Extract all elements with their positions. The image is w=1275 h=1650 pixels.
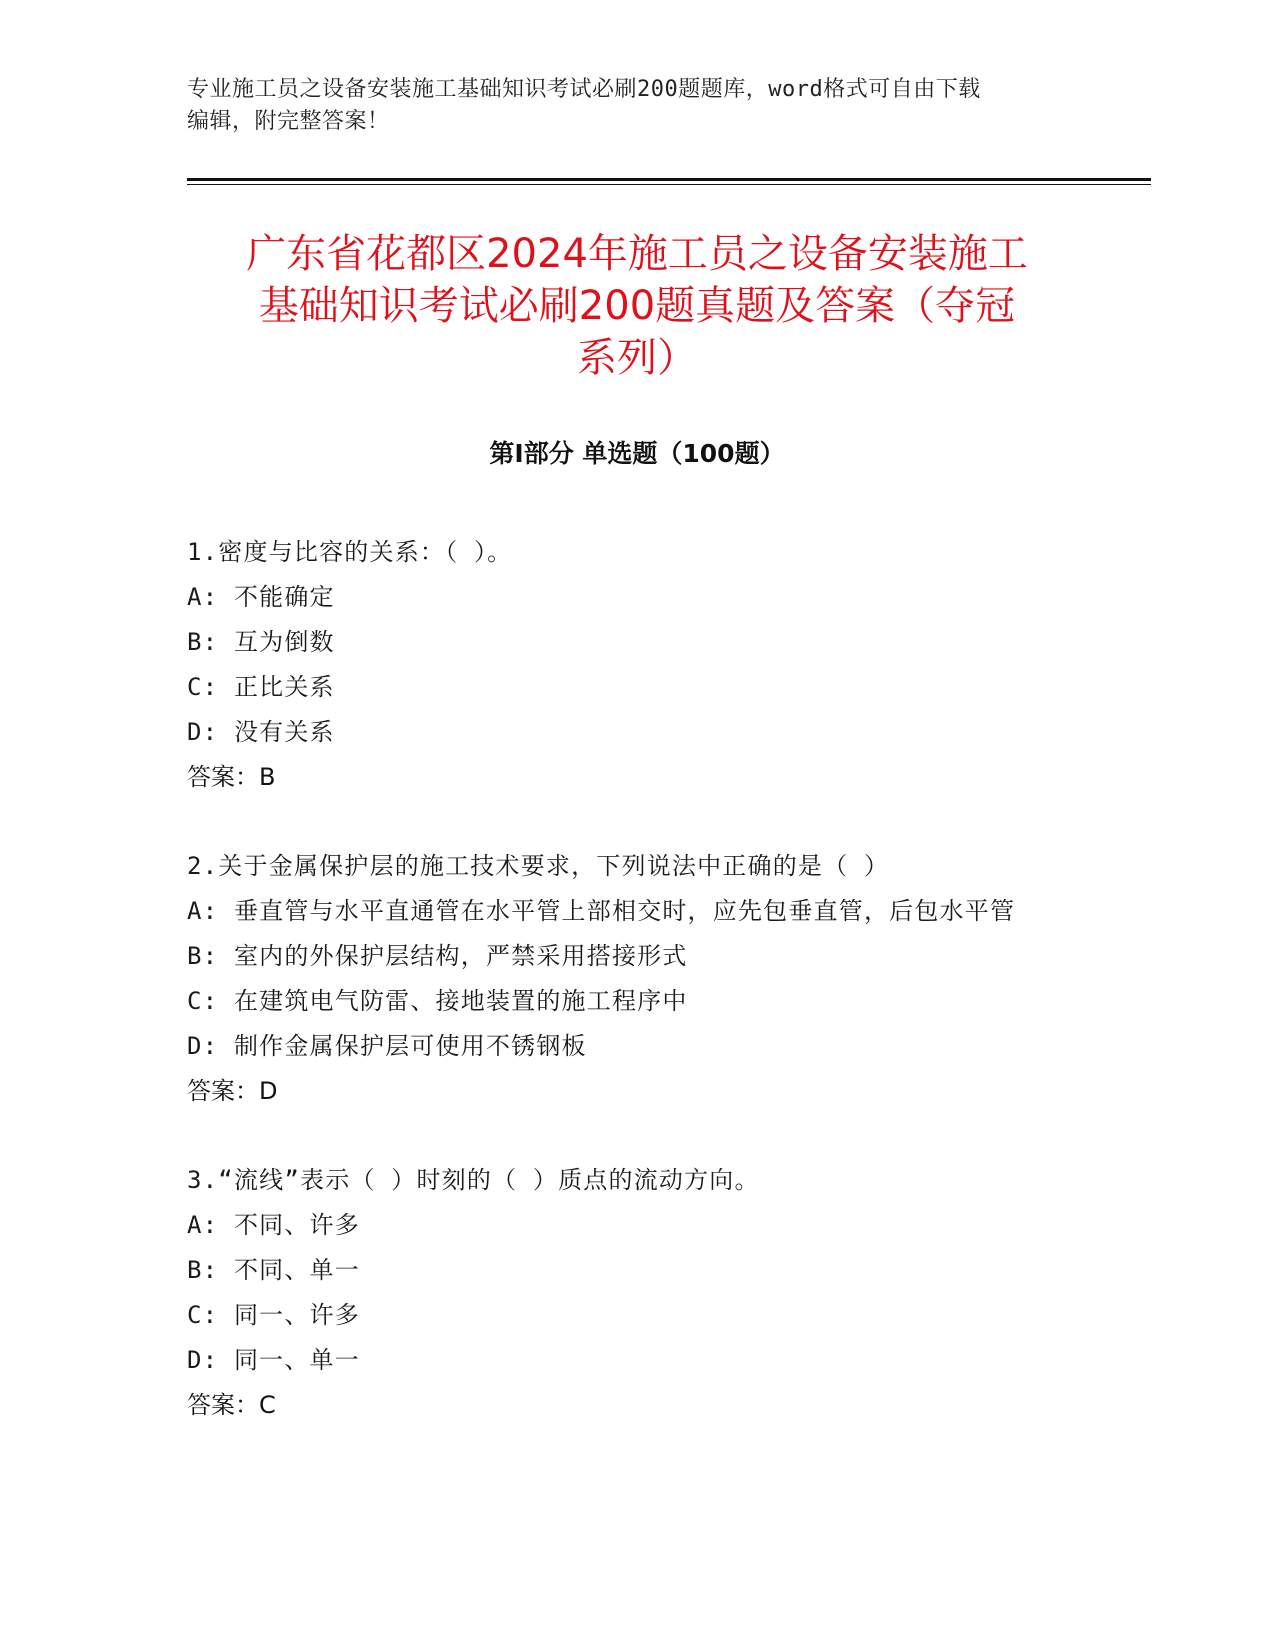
answer-text: 答案：D bbox=[187, 1077, 278, 1105]
option-b: B: 不同、单一 bbox=[187, 1256, 360, 1284]
question-item-2 bbox=[187, 844, 1087, 1114]
option-b: B: 互为倒数 bbox=[187, 628, 335, 656]
option-d: D: 没有关系 bbox=[187, 718, 335, 746]
question-list bbox=[187, 530, 1087, 1472]
option-c: C: 正比关系 bbox=[187, 673, 335, 701]
header-note-line-2: 编辑，附完整答案！ bbox=[187, 109, 390, 134]
header-note bbox=[187, 74, 1077, 138]
question-stem: 1.密度与比容的关系：（ ）。 bbox=[187, 538, 513, 566]
document-title-line-2: 基础知识考试必刷200题真题及答案（夺冠 bbox=[258, 283, 1016, 329]
answer-text: 答案：C bbox=[187, 1391, 276, 1419]
option-c: C: 在建筑电气防雷、接地装置的施工程序中 bbox=[187, 987, 688, 1015]
answer-text: 答案：B bbox=[187, 763, 276, 791]
header-note-line-1: 专业施工员之设备安装施工基础知识考试必刷200题题库，word格式可自由下载 bbox=[187, 77, 981, 102]
option-a: A: 不能确定 bbox=[187, 583, 335, 611]
option-a: A: 垂直管与水平直通管在水平管上部相交时，应先包垂直管，后包水平管 bbox=[187, 897, 1016, 925]
question-item-3 bbox=[187, 1158, 1087, 1428]
document-title-line-3: 系列） bbox=[577, 335, 697, 381]
question-stem: 3.“流线”表示（ ）时刻的（ ）质点的流动方向。 bbox=[187, 1166, 760, 1194]
header-divider-thick bbox=[187, 178, 1151, 181]
option-b: B: 室内的外保护层结构，严禁采用搭接形式 bbox=[187, 942, 688, 970]
option-c: C: 同一、许多 bbox=[187, 1301, 360, 1329]
document-title-line-1: 广东省花都区2024年施工员之设备安装施工 bbox=[246, 231, 1028, 277]
header-divider-thin bbox=[187, 184, 1151, 185]
option-d: D: 同一、单一 bbox=[187, 1346, 360, 1374]
question-item-1 bbox=[187, 530, 1087, 800]
option-a: A: 不同、许多 bbox=[187, 1211, 360, 1239]
question-stem: 2.关于金属保护层的施工技术要求，下列说法中正确的是（ ） bbox=[187, 852, 890, 880]
section-heading: 第Ⅰ部分 单选题（100题） bbox=[489, 439, 785, 468]
option-d: D: 制作金属保护层可使用不锈钢板 bbox=[187, 1032, 587, 1060]
document-title bbox=[187, 228, 1087, 384]
